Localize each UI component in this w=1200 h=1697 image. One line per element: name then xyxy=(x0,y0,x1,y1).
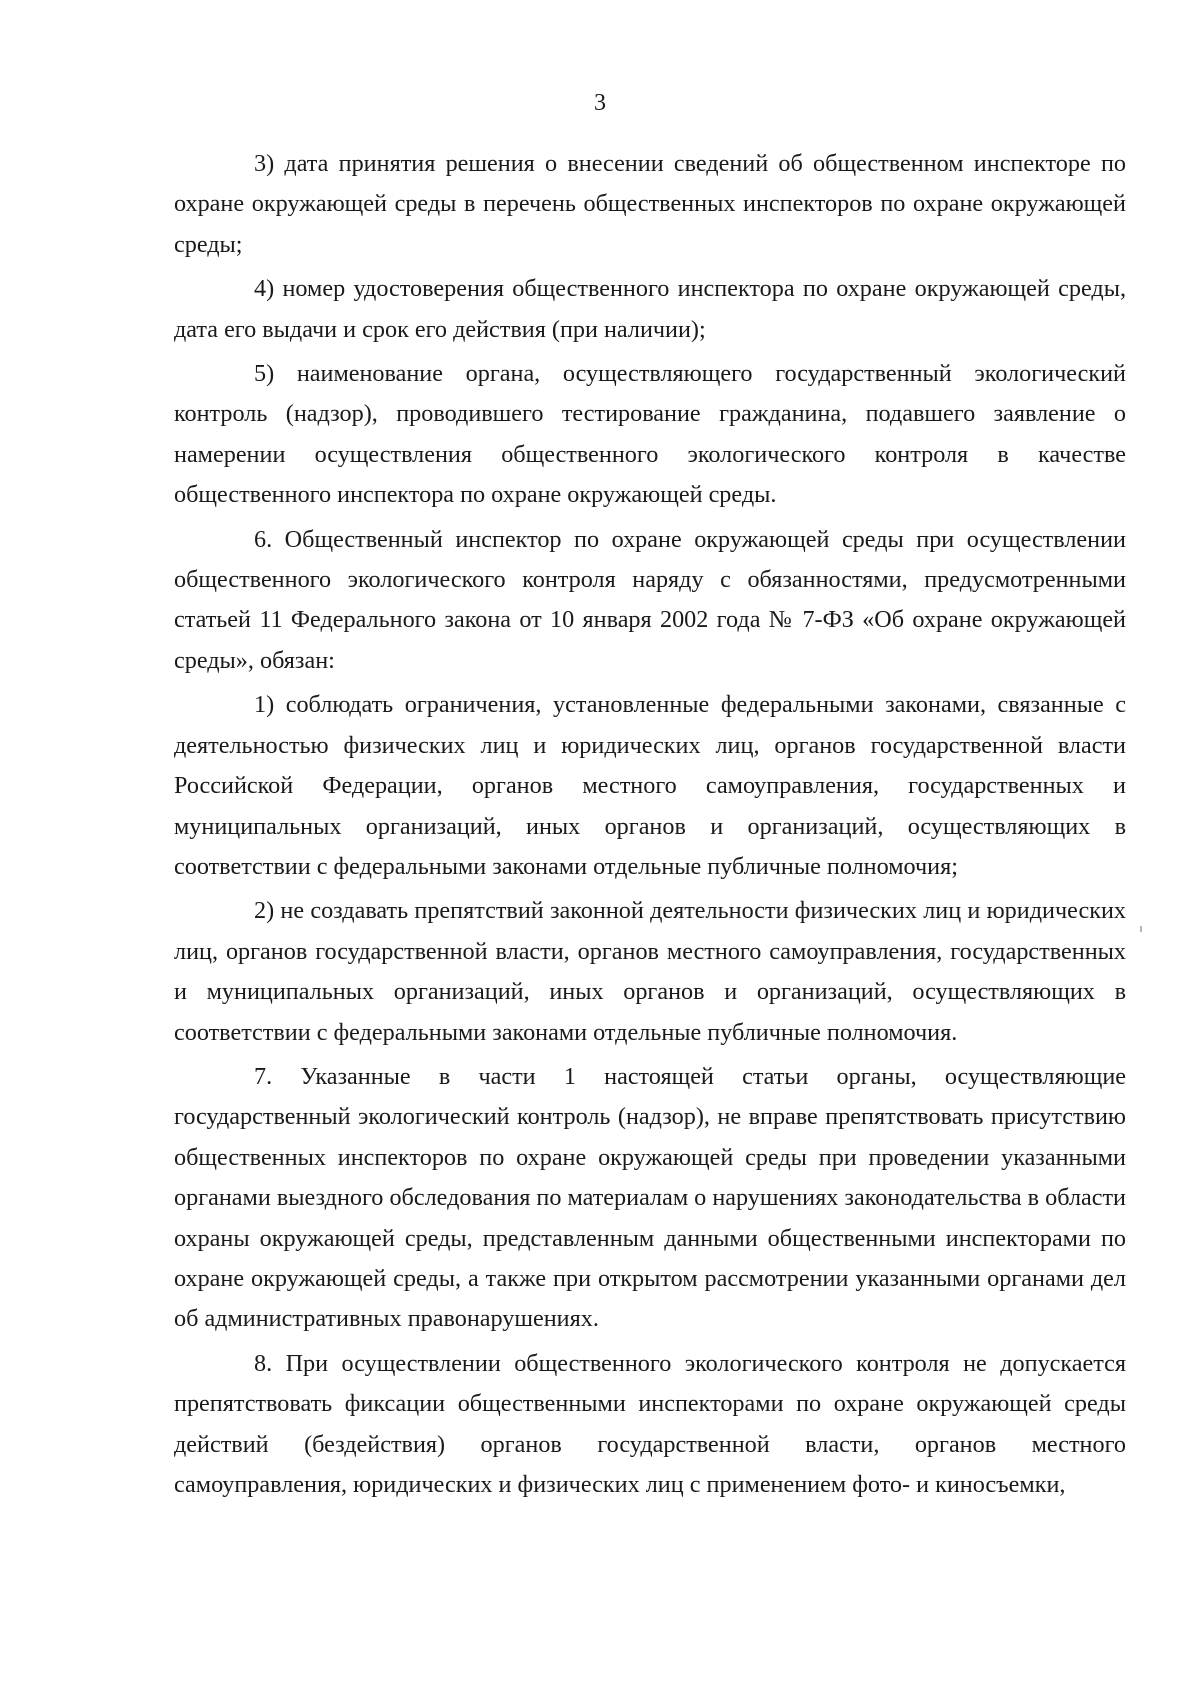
scan-speck xyxy=(1140,926,1142,932)
paragraph-item-3: 3) дата принятия решения о внесении сведений об общественном инспекторе по охране окружающей среды в перечень общественных инспекторов по охране окружающей среды; xyxy=(174,150,1126,258)
document-body xyxy=(174,144,1126,1505)
paragraph-section-6-item-1: 1) соблюдать ограничения, установленные федеральными законами, связанные с деятельностью физических лиц и юридических лиц, органов государственной власти Российской Федерации, органов местного самоуправления, государственных и муниципальных организаций, иных органов и организаций, осуществляющих в соответствии с федеральными законами отдельные публичные полномочия; xyxy=(174,691,1126,880)
paragraph-item-4: 4) номер удостоверения общественного инспектора по охране окружающей среды, дата его выдачи и срок его действия (при наличии); xyxy=(174,275,1126,343)
paragraph-section-6-item-2: 2) не создавать препятствий законной деятельности физических лиц и юридических лиц, органов государственной власти, органов местного самоуправления, государственных и муниципальных организаций, иных органов и организаций, осуществляющих в соответствии с федеральными законами отдельные публичные полномочия. xyxy=(174,897,1126,1046)
paragraph-section-6: 6. Общественный инспектор по охране окружающей среды при осуществлении общественного экологического контроля наряду с обязанностями, предусмотренными статьей 11 Федерального закона от 10 января 2002 года № 7-ФЗ «Об охране окружающей среды», обязан: xyxy=(174,525,1126,674)
paragraph-section-8: 8. При осуществлении общественного экологического контроля не допускается препятствовать фиксации общественными инспекторами по охране окружающей среды действий (бездействия) органов государственной власти, органов местного самоуправления, юридических и физических лиц с применением фото- и киносъемки, xyxy=(174,1349,1126,1498)
paragraph-section-7: 7. Указанные в части 1 настоящей статьи органы, осуществляющие государственный экологический контроль (надзор), не вправе препятствовать присутствию общественных инспекторов по охране окружающей среды при проведении указанными органами выездного обследования по материалам о нарушениях законодательства в области охраны окружающей среды, представленным данными общественными инспекторами по охране окружающей среды, а также при открытом рассмотрении указанными органами дел об административных правонарушениях. xyxy=(174,1062,1126,1333)
page-number: 3 xyxy=(594,90,606,116)
paragraph-item-5: 5) наименование органа, осуществляющего государственный экологический контроль (надзор), проводившего тестирование гражданина, подавшего заявление о намерении осуществления общественного экологического контроля в качестве общественного инспектора по охране окружающей среды. xyxy=(174,360,1126,509)
